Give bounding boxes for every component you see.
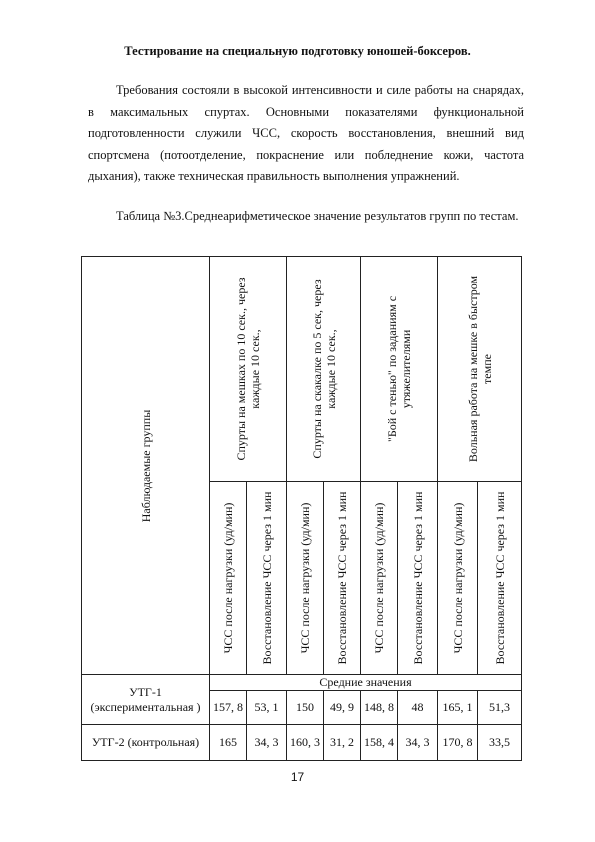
sub-header-rec-3 xyxy=(398,482,438,675)
sub-header-rec-1-text: Восстановление ЧСС через 1 мин xyxy=(259,491,274,665)
test-header-4-text: Вольная работа на мешке в быстром темпе xyxy=(465,275,494,463)
table-caption xyxy=(88,207,524,226)
sub-header-rec-2-text: Восстановление ЧСС через 1 мин xyxy=(335,491,349,665)
test-header-4 xyxy=(438,257,522,482)
sub-header-rec-1 xyxy=(247,482,287,675)
body-paragraph xyxy=(88,80,524,188)
group-cell-utg1: УТГ-1 (экспериментальная ) xyxy=(82,675,210,725)
sub-header-hr-1-text: ЧСС после нагрузки (уд/мин) xyxy=(221,502,235,654)
sub-header-hr-3-text: ЧСС после нагрузки (уд/мин) xyxy=(372,502,386,654)
row-header-cell xyxy=(82,257,210,675)
sub-header-rec-4-text: Восстановление ЧСС через 1 мин xyxy=(492,491,507,665)
table-cell: 34, 3 xyxy=(398,725,438,761)
test-header-3-text: "Бой с тенью" по заданиям с утяжелителями xyxy=(385,295,413,443)
page-number: 17 xyxy=(290,770,305,784)
table-cell: 53, 1 xyxy=(247,691,287,725)
sub-header-hr-2 xyxy=(287,482,324,675)
sub-header-hr-1 xyxy=(210,482,247,675)
results-table xyxy=(81,256,522,761)
table-cell: 150 xyxy=(287,691,324,725)
table-cell: 160, 3 xyxy=(287,725,324,761)
test-header-1-text: Спурты на мешках по 10 сек., через каждые 10 сек., xyxy=(234,277,262,461)
table-cell: 170, 8 xyxy=(438,725,478,761)
test-header-3 xyxy=(361,257,438,482)
table-caption-text: Таблица №3.Среднеарифметическое значение результатов групп по тестам. xyxy=(116,209,519,223)
sub-header-rec-3-text: Восстановление ЧСС через 1 мин xyxy=(410,491,425,665)
table-cell: 49, 9 xyxy=(324,691,361,725)
test-header-2 xyxy=(287,257,361,482)
sub-header-hr-2-text: ЧСС после нагрузки (уд/мин) xyxy=(298,502,312,654)
table-cell: 34, 3 xyxy=(247,725,287,761)
body-paragraph-text: Требования состояли в высокой интенсивности и силе работы на снарядах, в максимальных спуртах. Основными показателями функциональной подготовленности служили ЧСС, скорость восстановления, внешний вид спортсмена (потоотделение, покраснение или побледнение кожи, частота дыхания), также техническая правильность выполнения упражнений. xyxy=(88,83,524,183)
table-cell: 31, 2 xyxy=(324,725,361,761)
table-cell: 165, 1 xyxy=(438,691,478,725)
group-cell-utg2: УТГ-2 (контрольная) xyxy=(82,725,210,761)
mean-values-label: Средние значения xyxy=(210,675,522,691)
table-cell: 33,5 xyxy=(478,725,522,761)
sub-header-rec-2 xyxy=(324,482,361,675)
table-cell: 148, 8 xyxy=(361,691,398,725)
sub-header-hr-4-text: ЧСС после нагрузки (уд/мин) xyxy=(450,502,465,654)
table-cell: 157, 8 xyxy=(210,691,247,725)
table-cell: 165 xyxy=(210,725,247,761)
sub-header-rec-4 xyxy=(478,482,522,675)
sub-header-hr-3 xyxy=(361,482,398,675)
row-header: Наблюдаемые группы xyxy=(138,409,153,522)
test-header-2-text: Спурты на скакалке по 5 сек, через каждые 10 сек., xyxy=(309,279,338,459)
page-title: Тестирование на специальную подготовку юношей-боксеров. xyxy=(124,44,471,58)
table-cell: 48 xyxy=(398,691,438,725)
sub-header-hr-4 xyxy=(438,482,478,675)
test-header-1 xyxy=(210,257,287,482)
table-cell: 158, 4 xyxy=(361,725,398,761)
table-cell: 51,3 xyxy=(478,691,522,725)
